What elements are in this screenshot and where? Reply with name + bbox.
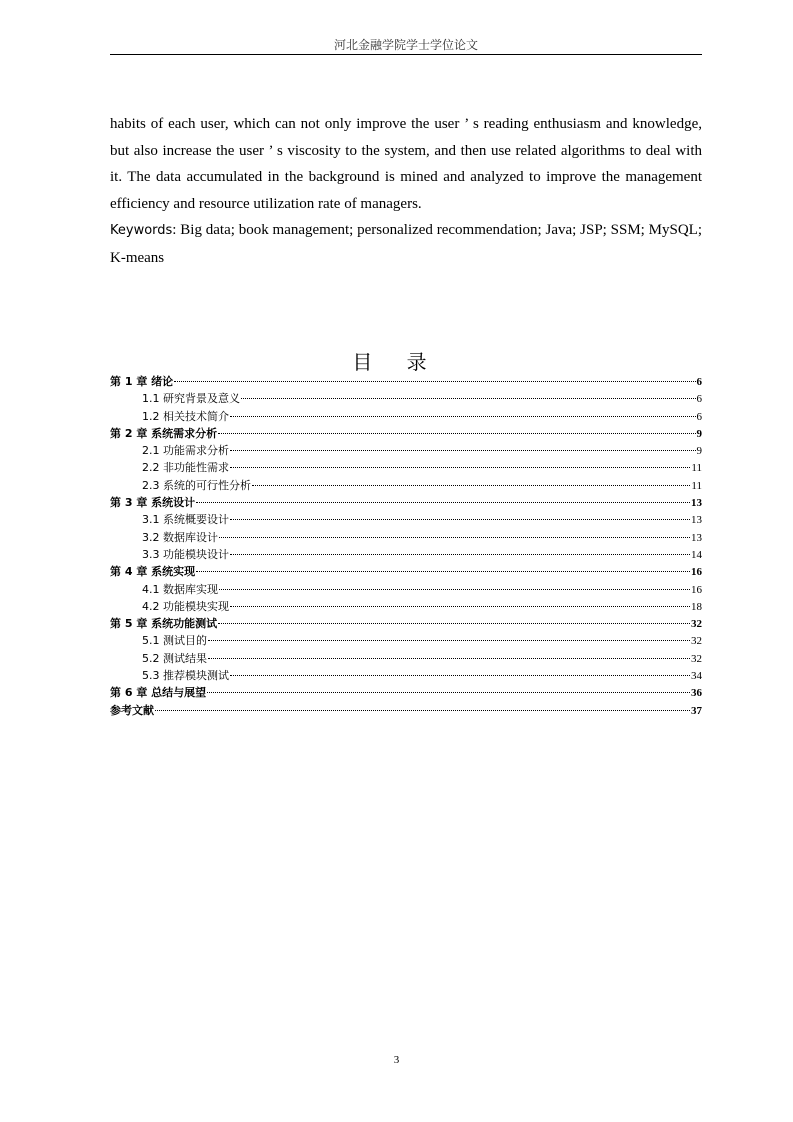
toc-entry-title: 第 6 章 总结与展望 xyxy=(110,686,207,700)
toc-title: 目 录 xyxy=(352,350,441,374)
toc-entry-chapter[interactable] xyxy=(110,425,702,442)
toc-entry-title: 2.2 非功能性需求 xyxy=(142,461,229,475)
toc-entry-page: 6 xyxy=(696,376,702,388)
toc-entry-page: 11 xyxy=(691,479,702,492)
toc-entry-title: 5.2 测试结果 xyxy=(142,651,207,665)
toc-entry-title: 5.3 推荐模块测试 xyxy=(142,669,229,683)
toc-entry-page: 18 xyxy=(691,600,702,613)
toc-dot-leader xyxy=(230,675,690,676)
toc-dot-leader xyxy=(219,589,690,590)
toc-dot-leader xyxy=(219,537,690,538)
toc-dot-leader xyxy=(230,450,696,451)
toc-entry-title: 3.2 数据库设计 xyxy=(142,530,218,544)
toc-entry-title: 4.2 功能模块实现 xyxy=(142,599,229,613)
toc-entry-section[interactable] xyxy=(110,408,702,425)
toc-entry-section[interactable] xyxy=(110,390,702,407)
toc-entry-title: 1.1 研究背景及意义 xyxy=(142,392,240,406)
toc-entry-section[interactable] xyxy=(110,529,702,546)
toc-dot-leader xyxy=(208,658,690,659)
toc-entry-chapter[interactable] xyxy=(110,615,702,632)
toc-dot-leader xyxy=(207,692,690,693)
toc-dot-leader xyxy=(196,571,690,572)
toc-entry-section[interactable] xyxy=(110,442,702,459)
keywords-text: : Big data; book management; personalized recommendation; Java; JSP; SSM; MySQL; K-means xyxy=(110,222,702,266)
toc-dot-leader xyxy=(230,467,690,468)
toc-entry-title: 5.1 测试目的 xyxy=(142,634,207,648)
toc-entry-title: 第 3 章 系统设计 xyxy=(110,496,196,510)
toc-dot-leader xyxy=(218,433,695,434)
toc-entry-page: 13 xyxy=(691,531,702,544)
toc-entry-title: 参考文献 xyxy=(110,703,154,717)
toc-entry-page: 6 xyxy=(696,393,702,406)
toc-entry-section[interactable] xyxy=(110,581,702,598)
toc-entry-section[interactable] xyxy=(110,477,702,494)
page-number: 3 xyxy=(393,1054,400,1066)
toc-dot-leader xyxy=(218,623,690,624)
toc-entry-section[interactable] xyxy=(110,546,702,563)
toc-entry-title: 2.3 系统的可行性分析 xyxy=(142,478,251,492)
toc-entry-title: 第 2 章 系统需求分析 xyxy=(110,426,218,440)
toc-dot-leader xyxy=(174,381,695,382)
toc-entry-section[interactable] xyxy=(110,459,702,476)
toc-entry-title: 第 5 章 系统功能测试 xyxy=(110,617,218,631)
toc-entry-page: 13 xyxy=(691,497,702,510)
toc-entry-title: 4.1 数据库实现 xyxy=(142,582,218,596)
toc-entry-chapter[interactable] xyxy=(110,702,702,719)
toc-entry-section[interactable] xyxy=(110,650,702,667)
keywords-label: Keywords xyxy=(110,223,173,238)
toc-entry-section[interactable] xyxy=(110,511,702,528)
toc-dot-leader xyxy=(230,554,690,555)
toc-dot-leader xyxy=(230,416,696,417)
toc-entry-title: 1.2 相关技术简介 xyxy=(142,409,229,423)
running-header: 河北金融学院学士学位论文 xyxy=(333,38,478,52)
toc-entry-page: 9 xyxy=(696,445,702,458)
toc-entry-title: 3.3 功能模块设计 xyxy=(142,547,229,561)
toc-entry-page: 32 xyxy=(691,652,702,665)
toc-entry-page: 32 xyxy=(691,635,702,648)
toc-dot-leader xyxy=(230,519,690,520)
toc-entry-page: 13 xyxy=(691,514,702,527)
toc-entry-page: 32 xyxy=(691,618,702,631)
toc-entry-title: 3.1 系统概要设计 xyxy=(142,513,229,527)
keywords-line xyxy=(110,217,702,271)
toc-entry-section[interactable] xyxy=(110,598,702,615)
toc-entry-chapter[interactable] xyxy=(110,373,702,390)
toc-entry-chapter[interactable] xyxy=(110,563,702,580)
abstract-section xyxy=(110,111,702,271)
toc-dot-leader xyxy=(230,606,690,607)
toc-dot-leader xyxy=(252,485,690,486)
toc-entry-page: 36 xyxy=(691,687,702,700)
header-rule xyxy=(110,54,702,55)
toc-dot-leader xyxy=(241,398,696,399)
table-of-contents xyxy=(110,373,702,719)
toc-entry-page: 14 xyxy=(691,548,702,561)
toc-entry-page: 6 xyxy=(696,410,702,423)
toc-dot-leader xyxy=(208,640,690,641)
toc-entry-page: 34 xyxy=(691,670,702,683)
toc-entry-page: 9 xyxy=(696,427,702,440)
toc-entry-chapter[interactable] xyxy=(110,494,702,511)
toc-entry-section[interactable] xyxy=(110,632,702,649)
toc-entry-title: 第 4 章 系统实现 xyxy=(110,565,196,579)
toc-entry-chapter[interactable] xyxy=(110,684,702,701)
toc-dot-leader xyxy=(196,502,690,503)
toc-entry-title: 第 1 章 绪论 xyxy=(110,375,174,388)
toc-entry-page: 37 xyxy=(691,704,702,717)
toc-dot-leader xyxy=(155,710,690,711)
toc-entry-title: 2.1 功能需求分析 xyxy=(142,444,229,458)
abstract-body: habits of each user, which can not only improve the user ’ s reading enthusiasm and knowledge, but also increase the user ’ s viscosity to the system, and then use related algorithms to deal with it. The data accumulated in the background is mined and analyzed to improve the management efficiency and resource utilization rate of managers. xyxy=(110,116,702,212)
toc-entry-page: 11 xyxy=(691,462,702,475)
toc-entry-page: 16 xyxy=(691,566,702,579)
toc-entry-section[interactable] xyxy=(110,667,702,684)
toc-entry-page: 16 xyxy=(691,583,702,596)
